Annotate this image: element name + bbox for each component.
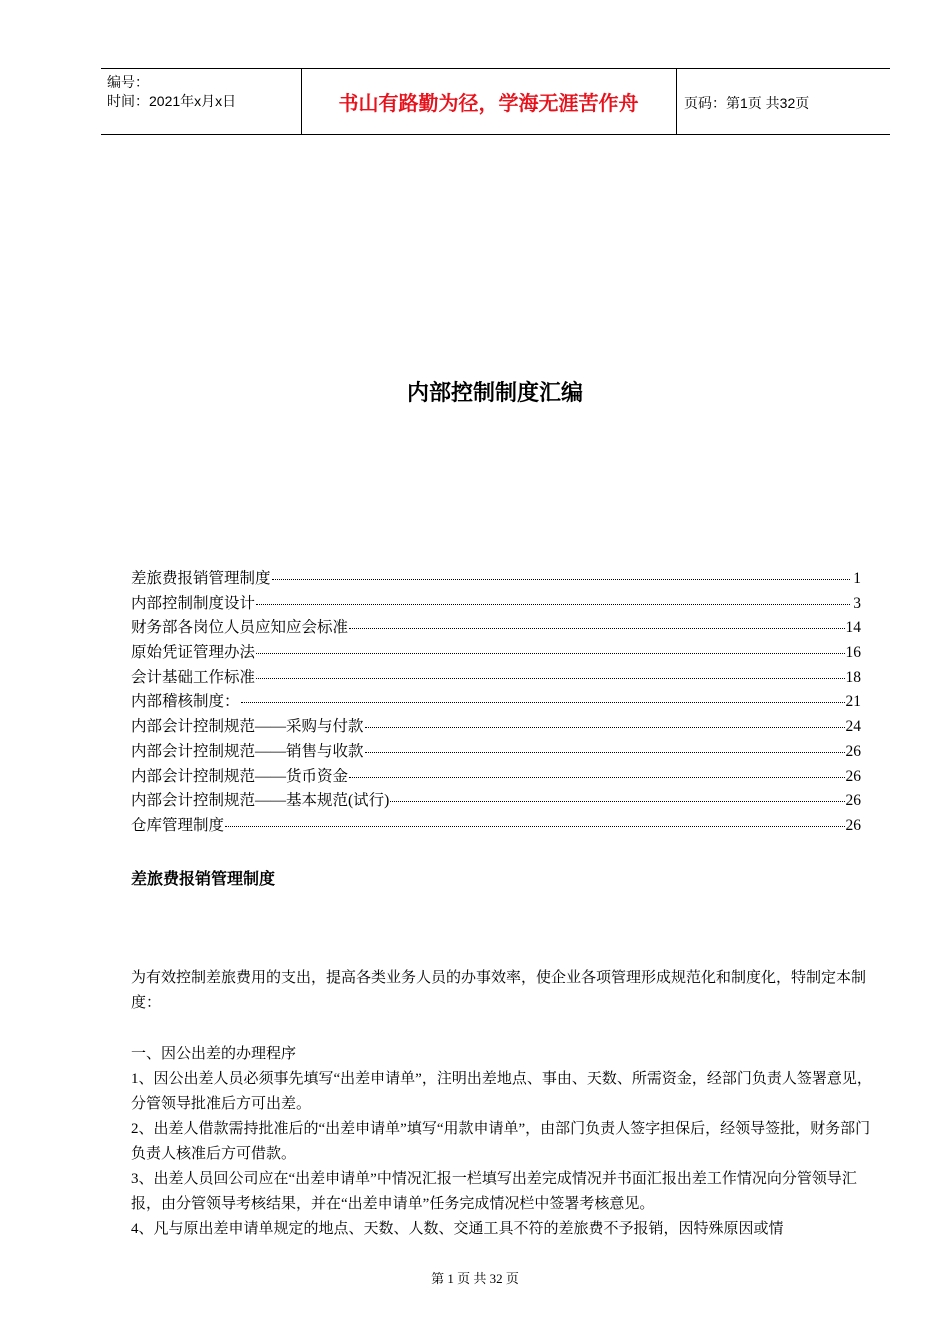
table-of-contents xyxy=(131,566,861,838)
toc-entry-title: 原始凭证管理办法 xyxy=(131,644,256,662)
toc-entry[interactable] xyxy=(131,665,861,690)
toc-leader xyxy=(241,702,845,703)
toc-entry-page: 26 xyxy=(845,792,861,810)
rule-paragraph: 1、因公出差人员必须事先填写“出差申请单”，注明出差地点、事由、天数、所需资金，经部门负责人签署意见，分管领导批准后方可出差。 xyxy=(131,1071,872,1112)
toc-entry-page: 16 xyxy=(845,644,861,662)
rule-paragraph: 2、出差人借款需持批准后的“出差申请单”填写“用款申请单”，由部门负责人签字担保后，经领导签批，财务部门负责人核准后方可借款。 xyxy=(131,1121,871,1162)
section-intro xyxy=(131,966,873,1016)
toc-entry[interactable] xyxy=(131,764,861,789)
toc-entry-page: 26 xyxy=(845,816,861,834)
toc-leader xyxy=(256,653,844,654)
header-meta xyxy=(107,73,236,111)
toc-entry[interactable] xyxy=(131,739,861,764)
toc-entry[interactable] xyxy=(131,566,861,591)
toc-entry[interactable] xyxy=(131,714,861,739)
toc-entry[interactable] xyxy=(131,788,861,813)
page-footer: 第 1 页 共 32 页 xyxy=(431,1271,519,1286)
header-motto: 书山有路勤为径，学海无涯苦作舟 xyxy=(338,91,639,115)
toc-entry-title: 差旅费报销管理制度 xyxy=(131,570,271,587)
toc-entry-page: 26 xyxy=(845,767,861,785)
toc-entry-title: 仓库管理制度 xyxy=(131,816,225,834)
toc-leader xyxy=(349,777,844,778)
header-page-info: 页码：第1页 共32页 xyxy=(684,95,810,111)
toc-entry-page: 14 xyxy=(845,619,861,637)
section-rules xyxy=(131,1042,873,1242)
toc-leader xyxy=(256,604,850,605)
toc-entry[interactable] xyxy=(131,615,861,640)
toc-leader xyxy=(390,801,844,802)
toc-entry-title: 会计基础工作标准 xyxy=(131,668,256,686)
toc-leader xyxy=(272,579,850,580)
toc-entry-title: 内部会计控制规范——采购与付款 xyxy=(131,718,364,736)
toc-entry-title: 内部会计控制规范——销售与收款 xyxy=(131,742,364,760)
toc-entry[interactable] xyxy=(131,640,861,665)
time-label: 时间：2021年x月x日 xyxy=(107,93,237,109)
toc-leader xyxy=(256,678,844,679)
toc-entry[interactable] xyxy=(131,813,861,838)
toc-entry-title: 内部会计控制规范——基本规范(试行) xyxy=(131,792,390,810)
toc-leader xyxy=(349,628,844,629)
toc-entry-title: 财务部各岗位人员应知应会标准 xyxy=(131,619,349,637)
toc-entry-page: 24 xyxy=(845,718,861,736)
toc-entry-page: 21 xyxy=(845,693,861,711)
toc-entry[interactable] xyxy=(131,689,861,714)
toc-entry-title: 内部稽核制度： xyxy=(131,693,240,711)
toc-entry-page: 3 xyxy=(853,594,861,612)
toc-entry-title: 内部会计控制规范——货币资金 xyxy=(131,767,349,785)
toc-leader xyxy=(365,727,845,728)
toc-entry-title: 内部控制制度设计 xyxy=(131,594,256,612)
header-divider xyxy=(676,69,677,134)
toc-entry-page: 1 xyxy=(853,570,861,587)
toc-leader xyxy=(365,752,845,753)
toc-entry-page: 18 xyxy=(845,668,861,686)
section-title: 差旅费报销管理制度 xyxy=(131,869,276,888)
toc-entry[interactable] xyxy=(131,591,861,616)
toc-entry-page: 26 xyxy=(845,742,861,760)
document-title: 内部控制制度汇编 xyxy=(406,381,583,406)
number-label: 编号： xyxy=(107,74,149,90)
intro-paragraph: 为有效控制差旅费用的支出，提高各类业务人员的办事效率，使企业各项管理形成规范化和制度化，特制定本制度： xyxy=(131,970,867,1011)
rule-paragraph: 3、出差人员回公司应在“出差申请单”中情况汇报一栏填写出差完成情况并书面汇报出差工作情况向分管领导汇报，由分管领导考核结果，并在“出差申请单”任务完成情况栏中签署考核意见。 xyxy=(131,1171,857,1212)
rule-paragraph: 4、凡与原出差申请单规定的地点、天数、人数、交通工具不符的差旅费不予报销，因特殊原因或情 xyxy=(131,1221,784,1237)
toc-leader xyxy=(225,826,844,827)
header-table xyxy=(101,68,890,135)
rule-heading: 一、因公出差的办理程序 xyxy=(131,1046,297,1062)
